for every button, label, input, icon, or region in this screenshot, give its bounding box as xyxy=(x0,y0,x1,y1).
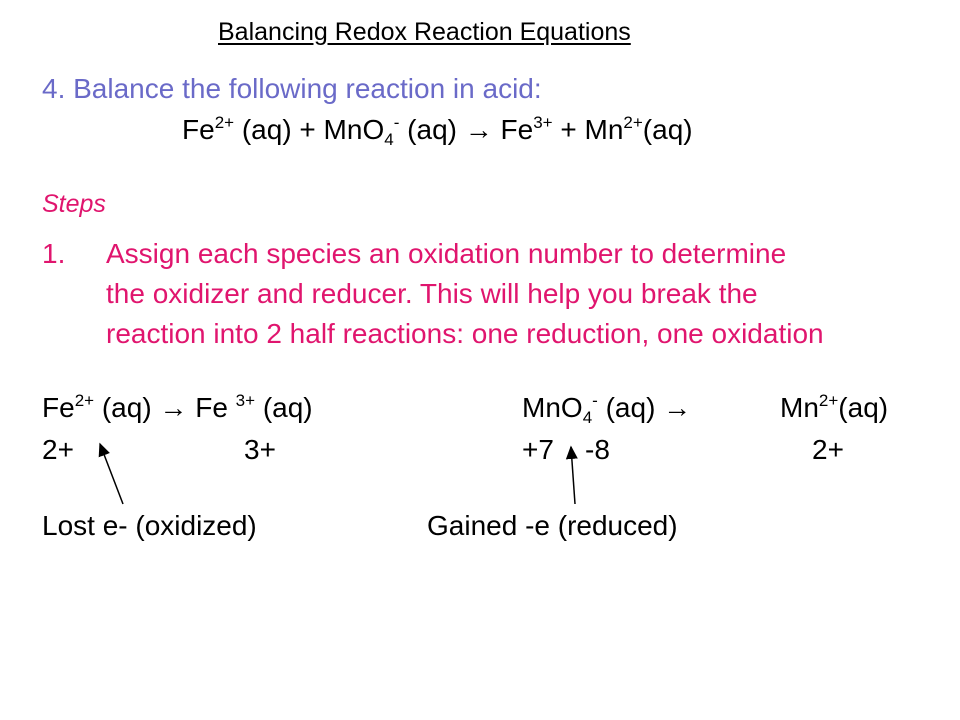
half-part: (aq) xyxy=(255,392,313,423)
oxidation-number-mn2: 2+ xyxy=(812,434,844,465)
reaction-part: (aq) + MnO xyxy=(234,114,385,145)
mno-subscript: 4 xyxy=(582,408,593,427)
oxidation-number-mn: +7 xyxy=(522,434,554,465)
reactant-fe-charge: 2+ xyxy=(214,113,235,132)
oxidation-number-fe3: 3+ xyxy=(244,434,276,465)
reaction-part: + Mn xyxy=(552,114,624,145)
mno-charge: - xyxy=(592,391,598,410)
fe3-charge: 3+ xyxy=(235,391,256,410)
page-title: Balancing Redox Reaction Equations xyxy=(218,18,631,46)
oxidation-number-o: -8 xyxy=(585,434,610,465)
product-mn-charge: 2+ xyxy=(623,113,643,132)
step-number: 1. xyxy=(42,238,66,269)
fe-symbol: Fe xyxy=(42,392,75,423)
reduced-arrow xyxy=(571,447,575,504)
step-line-3: reaction into 2 half reactions: one reduction, one oxidation xyxy=(106,318,824,349)
step-line-1: Assign each species an oxidation number to determine xyxy=(106,238,787,269)
half-part: (aq) xyxy=(838,392,889,423)
mn-charge: 2+ xyxy=(818,391,839,410)
note-oxidized: Lost e- (oxidized) xyxy=(42,510,257,541)
reaction-part: (aq) xyxy=(642,114,693,145)
steps-heading: Steps xyxy=(42,190,106,218)
oxidized-arrow xyxy=(100,444,123,504)
step-line-2: the oxidizer and reducer. This will help you break the xyxy=(106,278,758,309)
half-part: (aq) → Fe xyxy=(94,392,236,423)
mno-symbol: MnO xyxy=(522,392,583,423)
half-part: (aq) → xyxy=(597,392,692,423)
note-reduced: Gained -e (reduced) xyxy=(427,510,678,541)
permanganate-charge: - xyxy=(393,113,400,132)
oxidation-number-fe2: 2+ xyxy=(42,434,74,465)
mn-symbol: Mn xyxy=(780,392,819,423)
reactant-fe: Fe xyxy=(182,114,215,145)
reaction-part: (aq) → Fe xyxy=(399,114,534,145)
question-text: 4. Balance the following reaction in acid: xyxy=(42,73,542,104)
product-fe-charge: 3+ xyxy=(533,113,553,132)
permanganate-subscript: 4 xyxy=(384,130,394,149)
fe-charge: 2+ xyxy=(74,391,95,410)
